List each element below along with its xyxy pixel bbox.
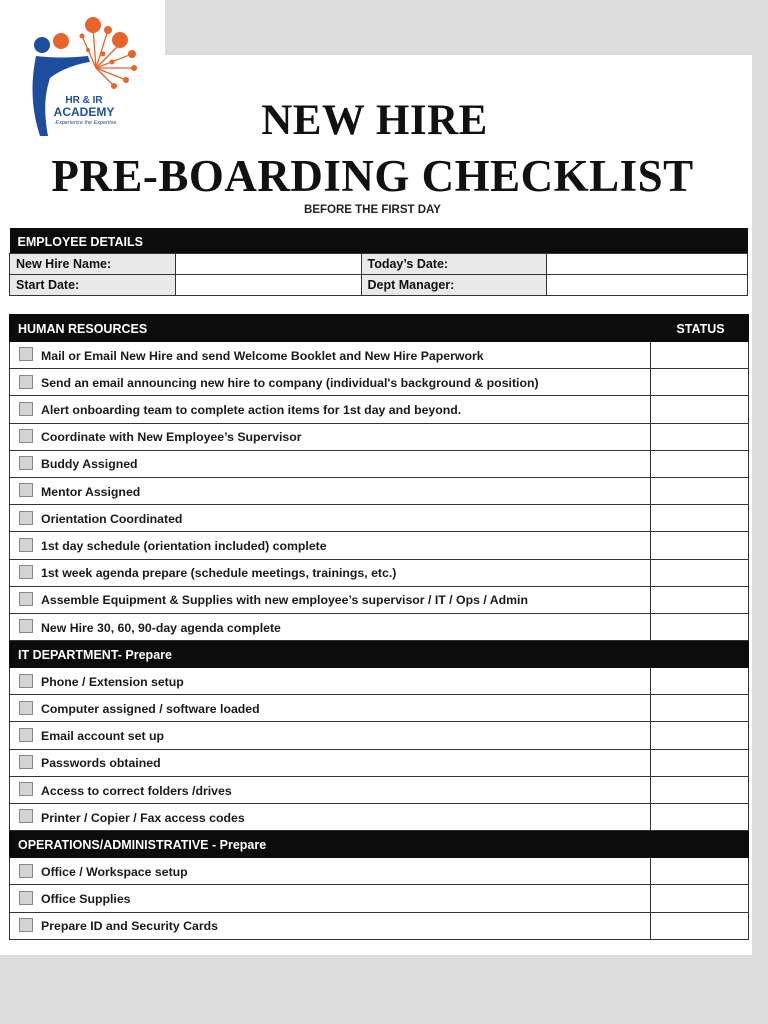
checkbox[interactable] — [19, 402, 33, 416]
status-cell[interactable] — [651, 912, 749, 939]
task-label: Email account set up — [41, 728, 164, 743]
checkbox[interactable] — [19, 538, 33, 552]
section-title: IT DEPARTMENT- Prepare — [10, 641, 651, 668]
task-label: Access to correct folders /drives — [41, 783, 232, 798]
status-cell[interactable] — [651, 804, 749, 831]
status-cell[interactable] — [651, 450, 749, 477]
task-label: Office Supplies — [41, 891, 131, 906]
checklist-row — [10, 342, 749, 369]
checklist-row — [10, 776, 749, 803]
checkbox[interactable] — [19, 619, 33, 633]
section-header — [10, 641, 749, 668]
status-cell[interactable] — [651, 559, 749, 586]
new-hire-name-label: New Hire Name: — [10, 253, 176, 274]
dept-manager-label: Dept Manager: — [361, 274, 547, 295]
checklist-row — [10, 505, 749, 532]
checklist-task — [10, 450, 651, 477]
checklist-row — [10, 912, 749, 939]
checklist-row — [10, 613, 749, 640]
checklist-row — [10, 369, 749, 396]
checklist-row — [10, 858, 749, 885]
checklist-task — [10, 722, 651, 749]
task-label: Assemble Equipment & Supplies with new employee’s supervisor / IT / Ops / Admin — [41, 593, 528, 608]
status-cell[interactable] — [651, 505, 749, 532]
todays-date-field[interactable] — [547, 253, 748, 274]
checklist-row — [10, 532, 749, 559]
checklist-row — [10, 477, 749, 504]
checklist-task — [10, 668, 651, 695]
section-header — [10, 831, 749, 858]
checklist-task — [10, 858, 651, 885]
checklist-task — [10, 776, 651, 803]
checkbox[interactable] — [19, 782, 33, 796]
checklist-row — [10, 885, 749, 912]
checklist-task — [10, 505, 651, 532]
checkbox[interactable] — [19, 375, 33, 389]
status-cell[interactable] — [651, 532, 749, 559]
checkbox[interactable] — [19, 592, 33, 606]
checklist-task — [10, 695, 651, 722]
checklist-row — [10, 423, 749, 450]
task-label: 1st week agenda prepare (schedule meetings, trainings, etc.) — [41, 565, 397, 580]
task-label: Phone / Extension setup — [41, 674, 184, 689]
status-cell[interactable] — [651, 668, 749, 695]
employee-details-heading: EMPLOYEE DETAILS — [10, 228, 748, 253]
checklist-task — [10, 532, 651, 559]
section-title: OPERATIONS/ADMINISTRATIVE - Prepare — [10, 831, 651, 858]
todays-date-label: Today’s Date: — [361, 253, 547, 274]
section-title: HUMAN RESOURCES — [10, 315, 651, 342]
task-label: 1st day schedule (orientation included) complete — [41, 538, 327, 553]
status-cell[interactable] — [651, 613, 749, 640]
checklist-row — [10, 450, 749, 477]
checklist-task — [10, 369, 651, 396]
status-cell[interactable] — [651, 342, 749, 369]
task-label: New Hire 30, 60, 90-day agenda complete — [41, 620, 281, 635]
task-label: Coordinate with New Employee’s Supervisor — [41, 430, 302, 445]
section-header — [10, 315, 749, 342]
checklist-task — [10, 586, 651, 613]
logo-line1: HR & IR — [65, 95, 103, 106]
page-title-line2: PRE-BOARDING CHECKLIST — [51, 151, 694, 201]
page-title-line1: NEW HIRE — [261, 97, 488, 144]
checklist-row — [10, 668, 749, 695]
checkbox[interactable] — [19, 347, 33, 361]
status-cell[interactable] — [651, 695, 749, 722]
checklist-row — [10, 586, 749, 613]
checklist-task — [10, 423, 651, 450]
status-cell[interactable] — [651, 749, 749, 776]
checkbox[interactable] — [19, 755, 33, 769]
status-column-header — [651, 641, 749, 668]
status-cell[interactable] — [651, 776, 749, 803]
start-date-field[interactable] — [175, 274, 361, 295]
new-hire-name-field[interactable] — [175, 253, 361, 274]
checklist-row — [10, 559, 749, 586]
task-label: Passwords obtained — [41, 756, 161, 771]
checklist-row — [10, 695, 749, 722]
task-label: Printer / Copier / Fax access codes — [41, 810, 245, 825]
checklist-task — [10, 477, 651, 504]
task-label: Orientation Coordinated — [41, 511, 183, 526]
status-cell[interactable] — [651, 396, 749, 423]
checklist-row — [10, 396, 749, 423]
page-subtitle: BEFORE THE FIRST DAY — [304, 204, 441, 216]
task-label: Alert onboarding team to complete action items for 1st day and beyond. — [41, 402, 462, 417]
checkbox[interactable] — [19, 701, 33, 715]
checklist-task — [10, 885, 651, 912]
checkbox[interactable] — [19, 674, 33, 688]
checkbox[interactable] — [19, 891, 33, 905]
checklist-task — [10, 749, 651, 776]
employee-details-table — [9, 228, 748, 296]
status-cell[interactable] — [651, 586, 749, 613]
checklist-task — [10, 912, 651, 939]
logo-tagline: Experience the Expertise — [55, 120, 117, 126]
status-cell[interactable] — [651, 885, 749, 912]
checklist-row — [10, 804, 749, 831]
task-label: Send an email announcing new hire to company (individual's background & position) — [41, 375, 539, 390]
logo-burst-icon — [53, 17, 137, 89]
task-label: Prepare ID and Security Cards — [41, 919, 219, 934]
checklist-task — [10, 804, 651, 831]
status-column-header: STATUS — [651, 315, 749, 342]
checkbox[interactable] — [19, 864, 33, 878]
checklist-task — [10, 613, 651, 640]
task-label: Office / Workspace setup — [41, 864, 188, 879]
checkbox[interactable] — [19, 511, 33, 525]
checklist-row — [10, 749, 749, 776]
task-label: Mentor Assigned — [41, 484, 141, 499]
status-cell[interactable] — [651, 369, 749, 396]
logo-line2: ACADEMY — [53, 105, 115, 119]
task-label: Computer assigned / software loaded — [41, 701, 260, 716]
checkbox[interactable] — [19, 456, 33, 470]
checkbox[interactable] — [19, 429, 33, 443]
status-cell[interactable] — [651, 477, 749, 504]
checklist-table — [9, 314, 749, 940]
start-date-label: Start Date: — [10, 274, 176, 295]
checkbox[interactable] — [19, 483, 33, 497]
checklist-task — [10, 396, 651, 423]
checkbox[interactable] — [19, 728, 33, 742]
status-cell[interactable] — [651, 722, 749, 749]
checkbox[interactable] — [19, 918, 33, 932]
status-column-header — [651, 831, 749, 858]
task-label: Buddy Assigned — [41, 457, 138, 472]
dept-manager-field[interactable] — [547, 274, 748, 295]
checklist-task — [10, 342, 651, 369]
checkbox[interactable] — [19, 565, 33, 579]
checkbox[interactable] — [19, 809, 33, 823]
checklist-row — [10, 722, 749, 749]
status-cell[interactable] — [651, 858, 749, 885]
checklist-task — [10, 559, 651, 586]
status-cell[interactable] — [651, 423, 749, 450]
task-label: Mail or Email New Hire and send Welcome Booklet and New Hire Paperwork — [41, 348, 484, 363]
